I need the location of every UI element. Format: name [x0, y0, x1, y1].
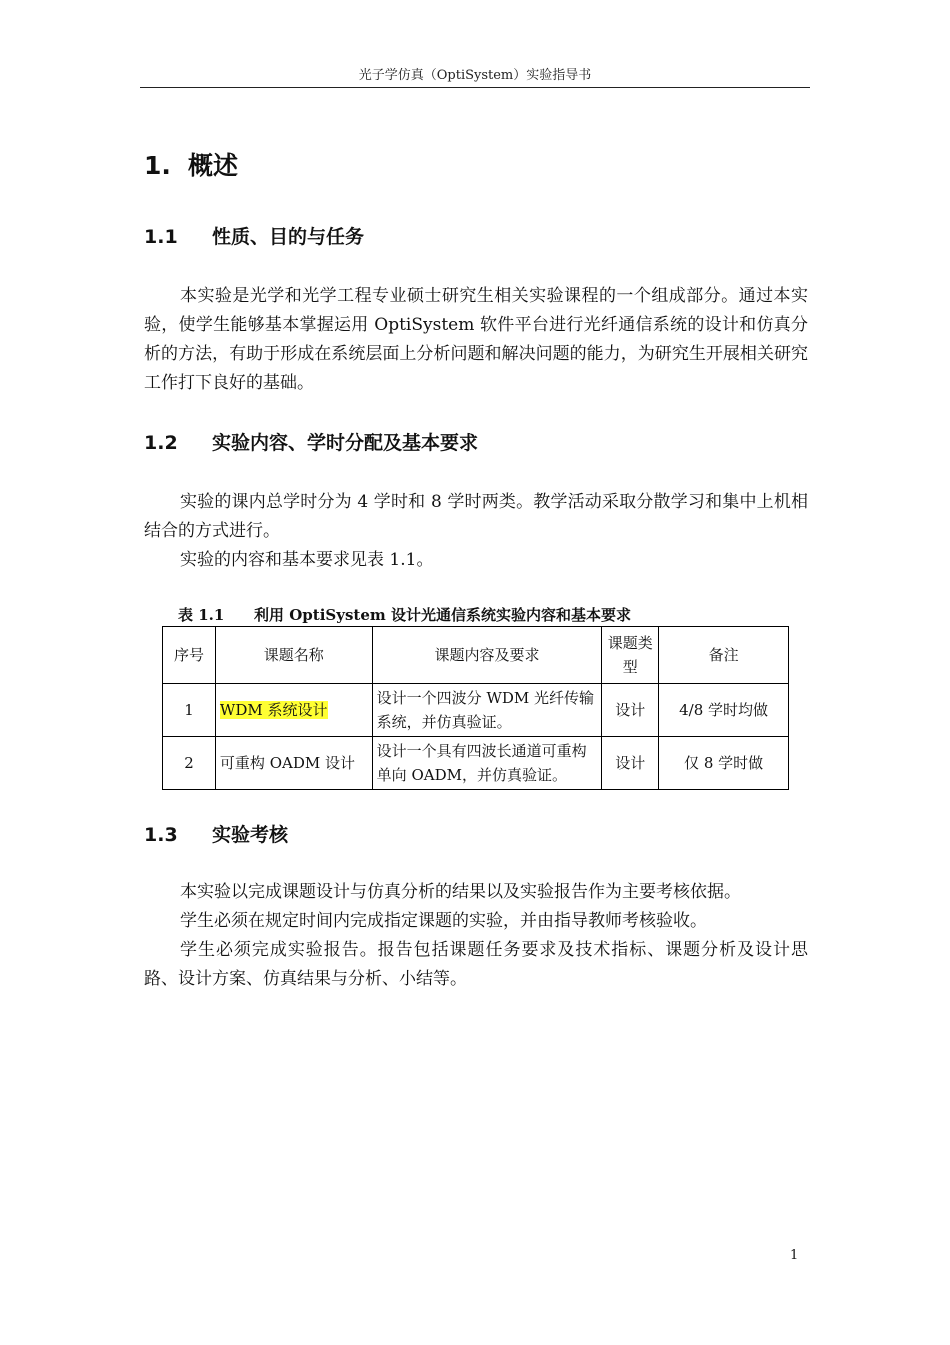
table-caption-number: 表 1.1 — [178, 606, 225, 624]
header-rule — [140, 87, 810, 88]
paragraph-table-ref: 实验的内容和基本要求见表 1.1。 — [180, 550, 434, 570]
cell-note: 仅 8 学时做 — [659, 737, 789, 790]
paragraph-assessment-acceptance: 学生必须在规定时间内完成指定课题的实验，并由指导教师考核验收。 — [180, 911, 707, 931]
highlighted-topic: WDM 系统设计 — [219, 701, 328, 719]
cell-type: 设计 — [602, 684, 659, 737]
course-table — [162, 626, 789, 790]
table-caption — [178, 604, 631, 625]
cell-content: 设计一个具有四波长通道可重构单向 OADM，并仿真验证。 — [372, 737, 602, 790]
header-note: 备注 — [659, 627, 789, 684]
table-row — [163, 684, 789, 737]
header-content: 课题内容及要求 — [372, 627, 602, 684]
page-number: 1 — [790, 1248, 799, 1263]
paragraph-assessment-basis: 本实验以完成课题设计与仿真分析的结果以及实验报告作为主要考核依据。 — [180, 882, 741, 902]
paragraph-report: 学生必须完成实验报告。报告包括课题任务要求及技术指标、课题分析及设计思路、设计方案、仿真结果与分析、小结等。 — [144, 940, 808, 989]
section-title: 性质、目的与任务 — [212, 226, 365, 248]
cell-content: 设计一个四波分 WDM 光纤传输系统，并仿真验证。 — [372, 684, 602, 737]
cell-no: 1 — [163, 684, 216, 737]
chapter-title: 概述 — [188, 151, 239, 180]
chapter-number: 1. — [144, 151, 171, 180]
cell-name: 可重构 OADM 设计 — [215, 737, 372, 790]
section-heading-1-3 — [144, 820, 288, 847]
paragraph-purpose: 本实验是光学和光学工程专业硕士研究生相关实验课程的一个组成部分。通过本实验，使学生能够基本掌握运用 OptiSystem 软件平台进行光纤通信系统的设计和仿真分析的方法，有助于形成在系统层面上分析问题和解决问题的能力，为研究生开展相关研究工作打下良好的基础。 — [144, 286, 808, 393]
table-caption-text: 利用 OptiSystem 设计光通信系统实验内容和基本要求 — [254, 606, 631, 624]
page-header: 光子学仿真（OptiSystem）实验指导书 — [358, 68, 592, 83]
paragraph-hours: 实验的课内总学时分为 4 学时和 8 学时两类。教学活动采取分散学习和集中上机相结合的方式进行。 — [144, 492, 808, 541]
section-title: 实验考核 — [212, 824, 289, 846]
section-number: 1.3 — [144, 824, 178, 846]
section-number: 1.2 — [144, 432, 178, 454]
section-heading-1-1 — [144, 222, 364, 249]
header-no: 序号 — [163, 627, 216, 684]
chapter-heading — [144, 146, 238, 182]
table-row — [163, 737, 789, 790]
cell-no: 2 — [163, 737, 216, 790]
header-name: 课题名称 — [215, 627, 372, 684]
cell-note: 4/8 学时均做 — [659, 684, 789, 737]
section-title: 实验内容、学时分配及基本要求 — [212, 432, 479, 454]
cell-name — [215, 684, 372, 737]
section-heading-1-2 — [144, 428, 478, 455]
table-header-row — [163, 627, 789, 684]
section-number: 1.1 — [144, 226, 178, 248]
cell-type: 设计 — [602, 737, 659, 790]
header-type: 课题类型 — [602, 627, 659, 684]
